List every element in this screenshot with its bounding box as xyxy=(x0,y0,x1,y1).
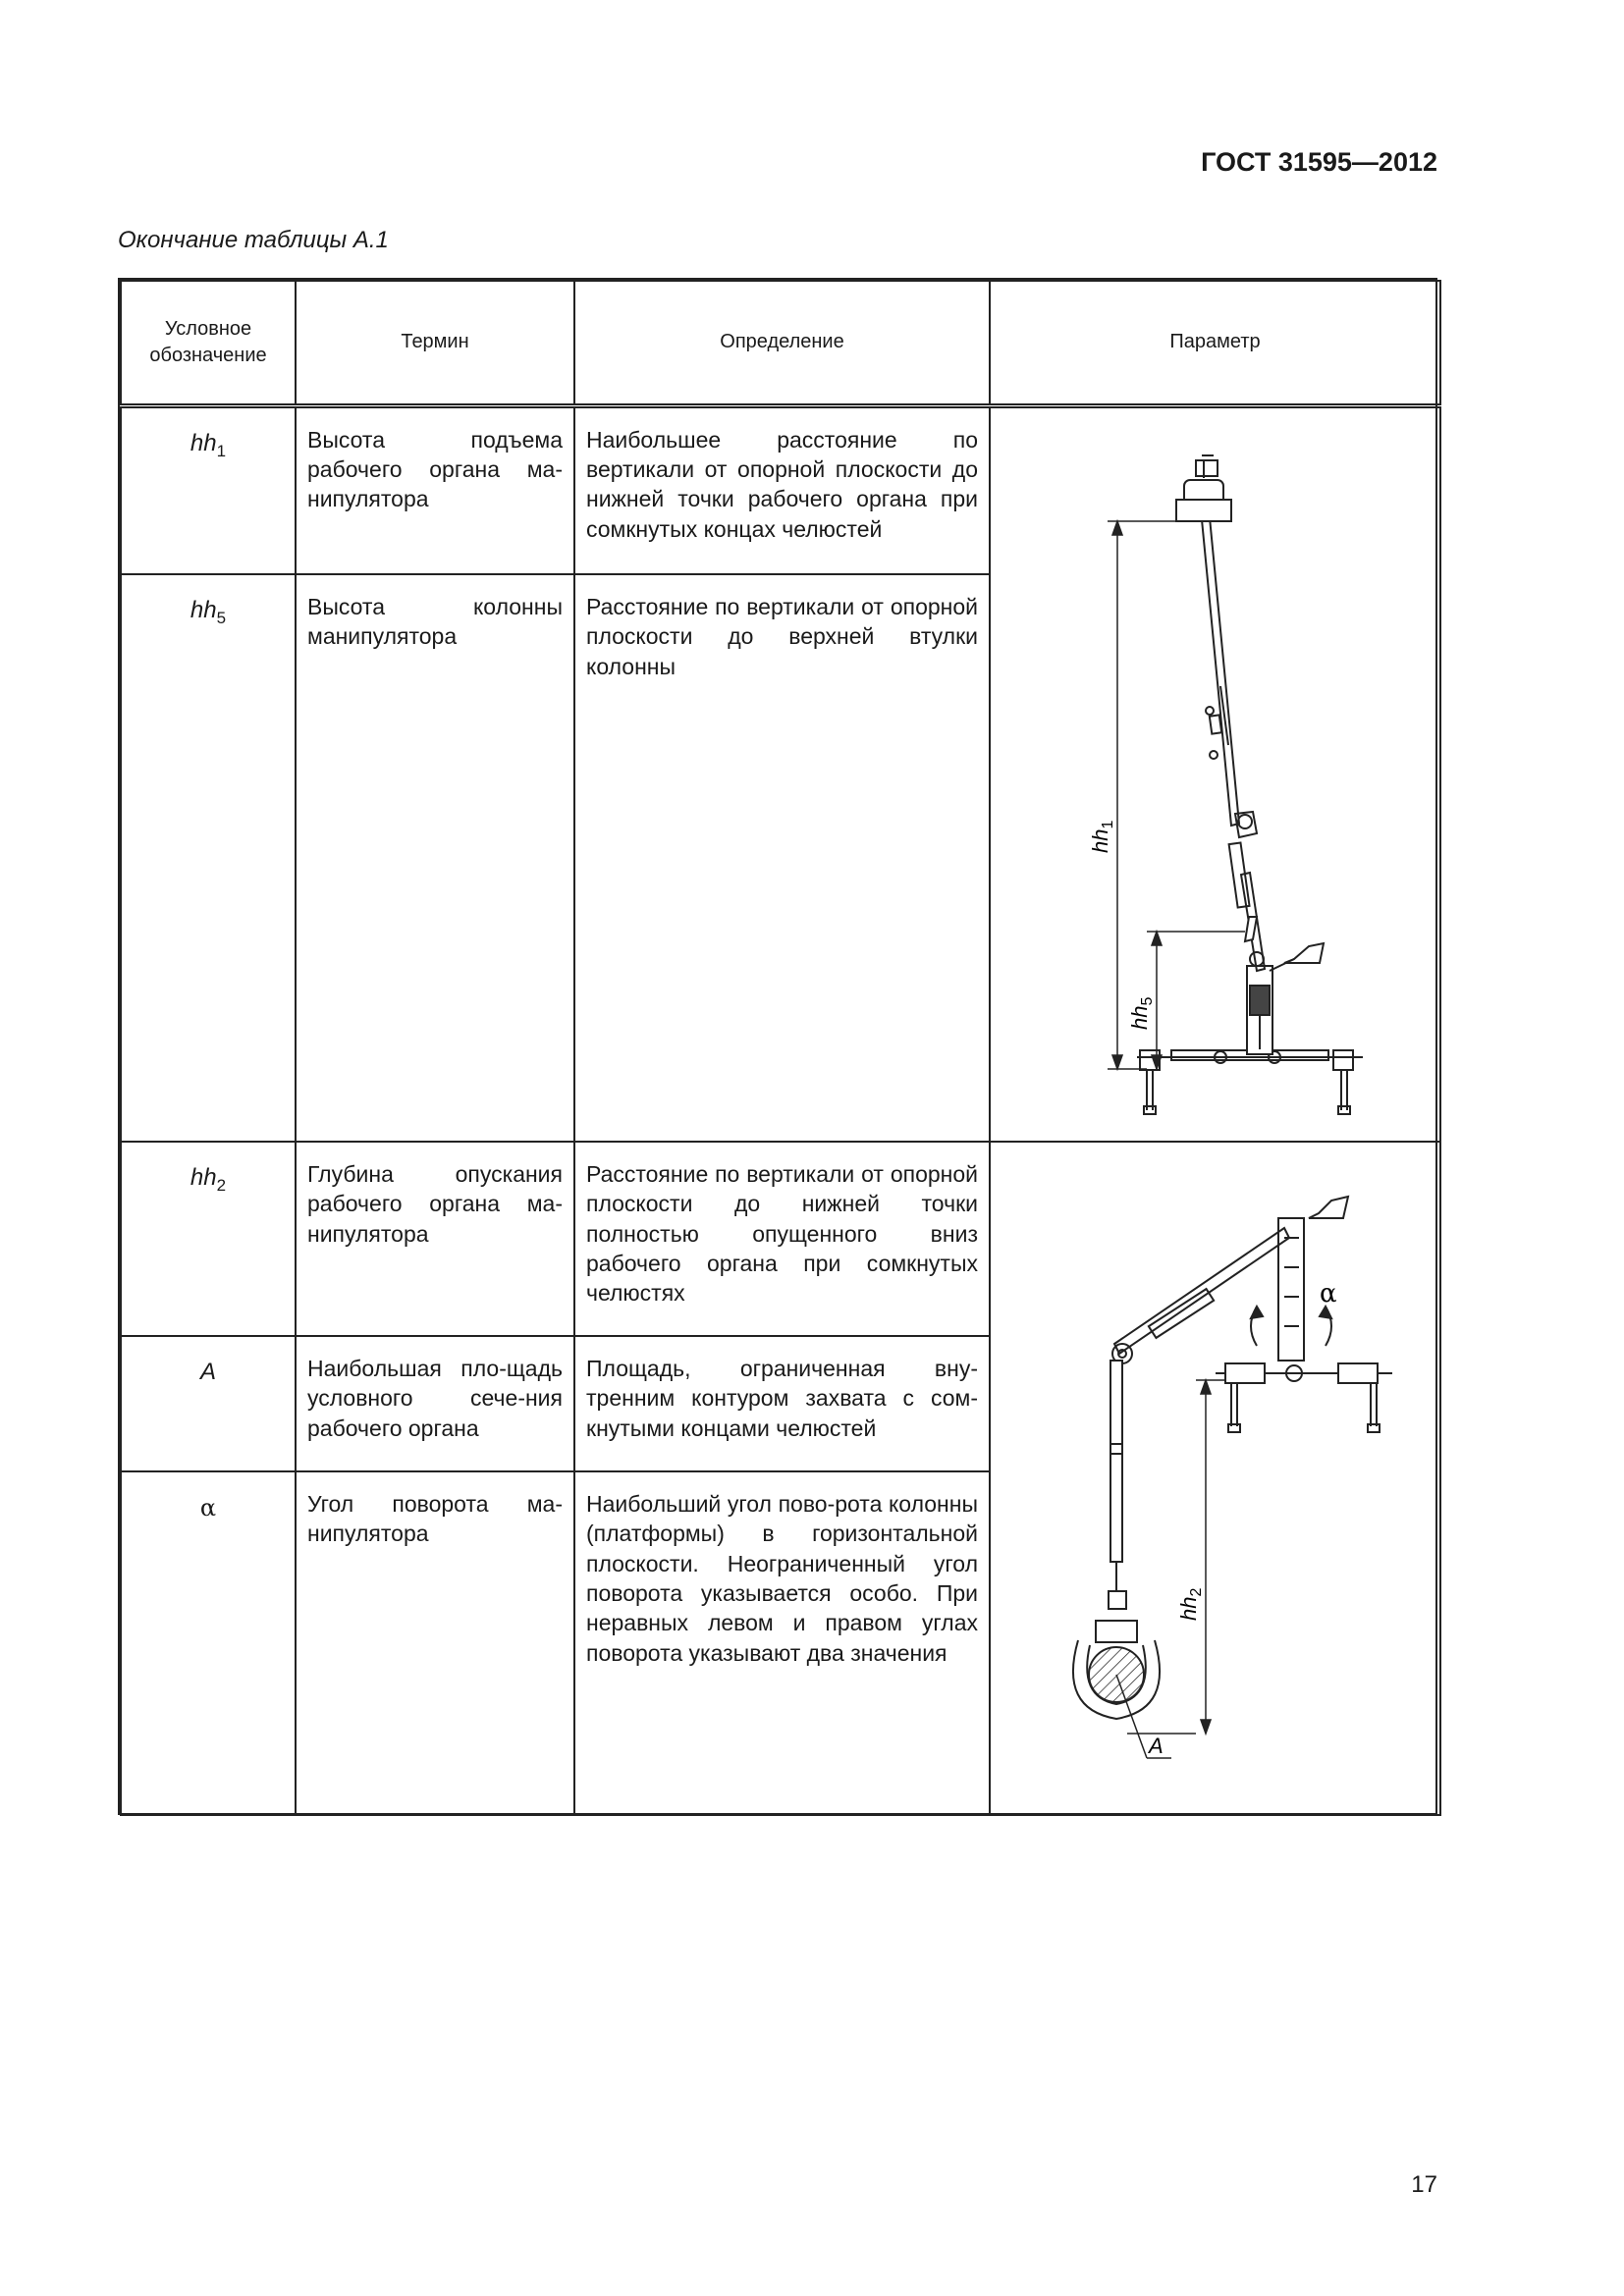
table-caption: Окончание таблицы А.1 xyxy=(118,227,389,253)
symbol-sub: 2 xyxy=(216,1175,227,1195)
definitions-table xyxy=(118,278,1437,1815)
definition-cell: Наибольший угол пово-рота колонны (платформы) в горизонтальной плоскости. Неограниченный угол поворота указывается особо. При неравных левом и правом углах поворота указывают два значения xyxy=(574,1471,990,1815)
symbol-cell xyxy=(121,1471,296,1815)
symbol-cell xyxy=(121,405,296,574)
symbol-text: hh xyxy=(189,1164,217,1191)
term-cell: Глубина опускания рабочего органа ма-нипулятора xyxy=(296,1142,574,1336)
symbol-text: α xyxy=(199,1494,217,1522)
symbol-text: hh xyxy=(189,597,217,623)
definition-cell: Наибольшее расстояние по вертикали от опорной плоскости до нижней точки рабочего органа при сомкнутых концах челюстей xyxy=(574,405,990,574)
symbol-sub: 5 xyxy=(216,608,227,627)
crane-lowered-figure xyxy=(1000,1159,1432,1797)
parameter-figure-upper xyxy=(990,405,1440,1142)
column-header-parameter: Параметр xyxy=(990,281,1440,405)
definition-cell: Расстояние по вертикали от опорной плоскости до верхней втулки колонны xyxy=(574,574,990,1142)
symbol-sub: 1 xyxy=(216,441,227,460)
standard-code: ГОСТ 31595—2012 xyxy=(1201,147,1437,177)
dim-label-hh1: $hh_1$ xyxy=(1087,820,1116,853)
dim-label-hh2: $hh_2$ xyxy=(1175,1587,1205,1621)
column-header-term: Термин xyxy=(296,281,574,405)
symbol-cell xyxy=(121,1336,296,1471)
area-label: A xyxy=(1148,1734,1164,1758)
symbol-text: hh xyxy=(189,429,217,456)
parameter-figure-lower xyxy=(990,1142,1440,1815)
term-cell: Высота колонны манипулятора xyxy=(296,574,574,1142)
term-cell: Наибольшая пло-щадь условного сече-ния рабочего органа xyxy=(296,1336,574,1471)
definition-cell: Расстояние по вертикали от опорной плоскости до нижней точки полностью опущенного вниз рабочего органа при сомкнутых челюстях xyxy=(574,1142,990,1336)
angle-label: α xyxy=(1319,1279,1337,1308)
symbol-text: A xyxy=(199,1359,216,1385)
term-cell: Угол поворота ма-нипулятора xyxy=(296,1471,574,1815)
page-number: 17 xyxy=(1411,2171,1437,2198)
column-header-definition: Определение xyxy=(574,281,990,405)
dim-label-hh5: $hh_5$ xyxy=(1126,996,1156,1030)
definition-cell: Площадь, ограниченная вну-тренним контуром захвата с сом-кнутыми концами челюстей xyxy=(574,1336,990,1471)
symbol-cell xyxy=(121,574,296,1142)
column-header-symbol: Условное обозначение xyxy=(121,281,296,405)
term-cell: Высота подъема рабочего органа ма-нипулятора xyxy=(296,405,574,574)
crane-raised-figure xyxy=(1000,421,1432,1128)
symbol-cell xyxy=(121,1142,296,1336)
